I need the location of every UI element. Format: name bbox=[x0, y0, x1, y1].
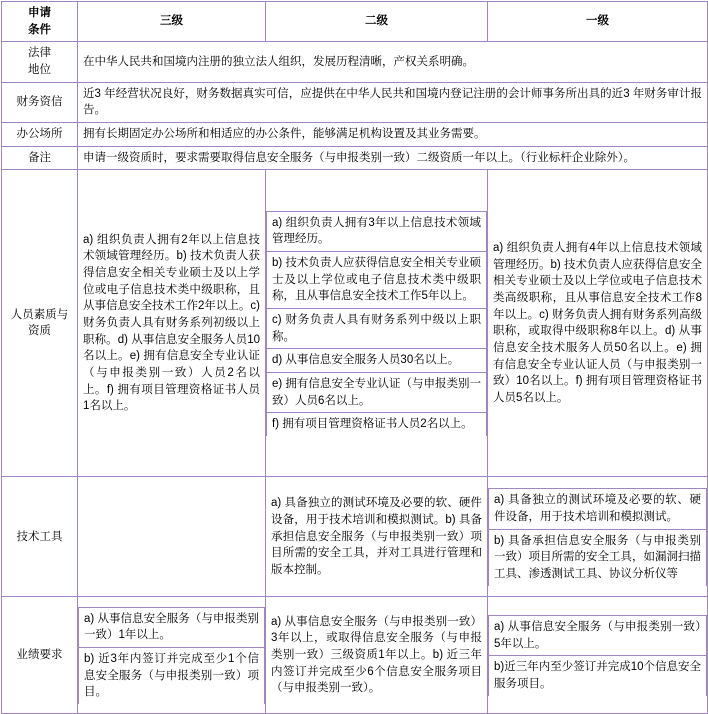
cell-office-premises-all-levels: 拥有长期固定办公场所和相适应的办公条件，能够满足机构设置及其业务需要。 bbox=[78, 123, 708, 147]
personnel-level-2-sub-row bbox=[267, 309, 487, 349]
cell-personnel-level-3: a) 组织负责人拥有2年以上信息技术领域管理经历。b) 技术负责人获得信息安全相关专业硕士及以上学位或电子信息技术类中级职称，且从事信息安全技术工作2年以上。c) 财务负责人具有财务系列初级以上职称。d) 从事信息安全服务人员10名以上。e) 拥有信息安全专业认证（与申报类别一致）人员2名以上。f) 拥有项目管理资格证书人员1名以上。 bbox=[78, 170, 266, 477]
tools-level-1-sub-row bbox=[489, 489, 707, 529]
personnel-level2-item-d: d) 从事信息安全服务人员30名以上。 bbox=[267, 349, 487, 373]
performance-level1-item-a: a) 从事信息安全服务（与申报类别一致）5年以上。 bbox=[489, 616, 707, 656]
header-level-2: 二级 bbox=[266, 2, 488, 42]
header-level-1: 一级 bbox=[488, 2, 708, 42]
cell-performance-level-3 bbox=[78, 597, 266, 714]
personnel-level2-item-e: e) 拥有信息安全专业认证（与申报类别一致）人员6名以上。 bbox=[267, 373, 487, 413]
table-row-office-premises bbox=[2, 123, 708, 147]
row-label-performance-requirements: 业绩要求 bbox=[2, 597, 78, 714]
cell-technical-tools-level-2: a) 具备独立的测试环境及必要的软、硬件设备，用于技术培训和模拟测试。b) 具备承担信息安全服务（与申报类别一致）项目所需的安全工具，并对工具进行管理和版本控制。 bbox=[266, 477, 488, 597]
personnel-level2-item-a: a) 组织负责人拥有3年以上信息技术领域管理经历。 bbox=[267, 211, 487, 251]
cell-performance-level-1 bbox=[488, 597, 708, 714]
header-level-3: 三级 bbox=[78, 2, 266, 42]
personnel-level-2-subtable bbox=[266, 211, 487, 436]
row-label-office-premises: 办公场所 bbox=[2, 123, 78, 147]
table-row-technical-tools bbox=[2, 477, 708, 597]
performance-level-3-sub-row bbox=[79, 607, 265, 647]
row-label-personnel-line1: 人员素质与 bbox=[10, 308, 69, 321]
performance-level3-item-a: a) 从事信息安全服务（与申报类别一致）1年以上。 bbox=[79, 607, 265, 647]
row-label-technical-tools: 技术工具 bbox=[2, 477, 78, 597]
cell-personnel-level-1: a) 组织负责人拥有4年以上信息技术领域管理经历。b) 技术负责人应获得信息安全相关专业硕士及以上学位或电子信息技术类高级职称，且从事信息安全技术工作8年以上。c) 财务负责人拥有财务系列高级职称，或取得中级职称8年以上。d) 从事信息安全技术服务人员50名以上。e) 拥有信息安全专业认证人员（与申报类别一致）10名以上。f) 拥有项目管理资格证书人员5名以上。 bbox=[488, 170, 708, 477]
personnel-level2-item-c: c) 财务负责人具有财务系列中级以上职称。 bbox=[267, 309, 487, 349]
requirements-table-sheet bbox=[0, 1, 708, 711]
row-label-personnel-quality bbox=[2, 170, 78, 477]
tools-level1-item-a: a) 具备独立的测试环境及必要的软、硬件设备，用于技术培训和模拟测试。 bbox=[489, 489, 707, 529]
personnel-level2-item-b: b) 技术负责人应获得信息安全相关专业硕士及以上学位或电子信息技术类中级职称，且从事信息安全技术工作5年以上。 bbox=[267, 252, 487, 309]
cell-technical-tools-level-3 bbox=[78, 477, 266, 597]
qualification-requirements-table bbox=[1, 1, 708, 714]
personnel-level-2-sub-row bbox=[267, 413, 487, 436]
performance-level-3-sub-row bbox=[79, 648, 265, 705]
tools-level1-item-b: b) 具备承担信息安全服务（与申报类别一致）项目所需的安全工具，如漏洞扫描工具、渗透测试工具、协议分析仪等 bbox=[489, 529, 707, 586]
cell-legal-status-all-levels: 在中华人民共和国境内注册的独立法人组织，发展历程清晰，产权关系明确。 bbox=[78, 42, 708, 82]
personnel-level2-item-f: f) 拥有项目管理资格证书人员2名以上。 bbox=[267, 413, 487, 436]
personnel-level-2-sub-row bbox=[267, 252, 487, 309]
row-label-financial-credit: 财务资信 bbox=[2, 82, 78, 122]
performance-level-1-sub-row bbox=[489, 616, 707, 656]
performance-level-1-sub-row bbox=[489, 656, 707, 696]
table-row-remarks bbox=[2, 146, 708, 170]
tools-level-1-subtable bbox=[488, 488, 707, 585]
table-row-performance-requirements bbox=[2, 597, 708, 714]
header-condition-line1: 申请 bbox=[28, 7, 51, 19]
row-label-personnel-line2: 资质 bbox=[28, 325, 51, 338]
personnel-level-2-sub-row bbox=[267, 373, 487, 413]
cell-technical-tools-level-1 bbox=[488, 477, 708, 597]
header-condition-line2: 条件 bbox=[28, 23, 51, 36]
row-label-legal-status-line1: 法律 bbox=[28, 47, 51, 60]
table-row-legal-status bbox=[2, 42, 708, 82]
cell-financial-credit-all-levels: 近3 年经营状况良好，财务数据真实可信，应提供在中华人民共和国境内登记注册的会计师事务所出具的近3 年财务审计报告。 bbox=[78, 82, 708, 122]
tools-level-1-sub-row bbox=[489, 529, 707, 586]
row-label-legal-status bbox=[2, 42, 78, 82]
performance-level-1-subtable bbox=[488, 615, 707, 696]
personnel-level-2-sub-row bbox=[267, 349, 487, 373]
row-label-remarks: 备注 bbox=[2, 146, 78, 170]
personnel-level-2-sub-row bbox=[267, 211, 487, 251]
cell-remarks-all-levels: 申请一级资质时，要求需要取得信息安全服务（与申报类别一致）二级资质一年以上。（行业标杆企业除外）。 bbox=[78, 146, 708, 170]
header-condition-label bbox=[2, 2, 78, 42]
cell-personnel-level-2 bbox=[266, 170, 488, 477]
performance-level3-item-b: b) 近3年内签订并完成至少1个信息安全服务（与申报类别一致）项目。 bbox=[79, 648, 265, 705]
row-label-legal-status-line2: 地位 bbox=[28, 64, 51, 77]
performance-level-3-subtable bbox=[78, 607, 265, 704]
table-row-financial-credit bbox=[2, 82, 708, 122]
performance-level1-item-b: b)近三年内至少签订并完成10个信息安全服务项目。 bbox=[489, 656, 707, 696]
cell-performance-level-2: a) 从事信息安全服务（与申报类别一致）3年以上，或取得信息安全服务（与申报类别一致）三级资质1年以上。b) 近三年内签订并完成至少6个信息安全服务项目（与申报类别一致）。 bbox=[266, 597, 488, 714]
table-row-personnel-quality bbox=[2, 170, 708, 477]
table-header-row bbox=[2, 2, 708, 42]
